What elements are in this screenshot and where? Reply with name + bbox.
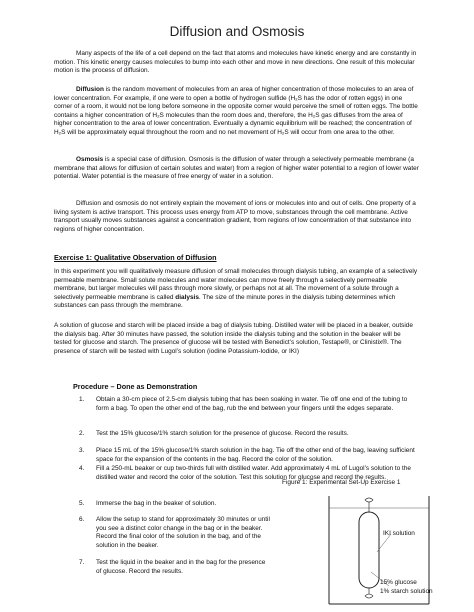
osmosis-definition: is a special case of diffusion. Osmosis is the diffusion of water through a selectively permeable membrane (a membrane that allows for diffusion of certain solutes and water) from a region of higher water potential to a region of lower water potential. Water potential is the measure of free energy of water in a solution. [54,156,419,181]
exercise-paragraph-2: A solution of glucose and starch will be placed inside a bag of dialysis tubing. Distilled water will be placed in a beaker, outside the dialysis bag. After 30 minutes have passed, the solution inside the dialysis tubing and the solution in the beaker will be tested for glucose and starch. The presence of glucose will be tested with Benedict’s solution, Testape®, or Clinistix®. The presence of starch will be tested with Lugol’s solution (iodine Potassium-Iodide, or IKI) [54,322,413,355]
procedure-heading: Procedure – Done as Demonstration [73,382,198,391]
iki-solution-label: IKI solution [383,530,415,537]
procedure-step-1 [79,396,419,422]
diffusion-term: Diffusion [76,86,104,93]
dialysis-bag [359,512,379,588]
step-number: 7. [79,559,85,566]
step-number: 3. [79,447,85,454]
figure-caption-label: Figure 1: [282,479,308,486]
bag-bottom-knot [365,594,373,598]
procedure-step-3 [79,447,419,465]
step-number: 4. [79,465,85,472]
step-number: 2. [79,430,85,437]
figure-caption [282,479,400,486]
step-text: Immerse the bag in the beaker of solution. [96,500,217,507]
procedure-step-2 [79,430,419,439]
step-text: Place 15 mL of the 15% glucose/1% starch solution in the bag. Tie off the other end of the bag, leaving sufficient space for the expansion of the contents in the bag. Record the color of the solution. [96,447,415,463]
intro-paragraph-1: Many aspects of the life of a cell depend on the fact that atoms and molecules have kinetic energy and are constantly in motion. This kinetic energy causes molecules to bump into each other and move in new directions. One result of this molecular motion is the process of diffusion. [54,50,417,75]
bag-solution-label-line1: 15% glucose [380,579,417,586]
exercise-paragraph-1 [54,268,420,311]
procedure-step-7 [79,559,269,577]
dialysis-term: dialysis [175,293,199,301]
diffusion-definition: is the random movement of molecules from an area of higher concentration of those molecules to an area of lower concentration. For example, if one were to open a bottle of hydrogen sulfide (H₂S has the odor of rotten eggs) in one corner of a room, it would not be long before someone in the opposite corner would perceive the smell of rotten eggs. The bottle contains a higher concentration of H₂S molecules than the room does and, therefore, the H₂S gas diffuses from the area of higher concentration to the area of lower concentration. Eventually a dynamic equilibrium will be reached; the concentration of H₂S will be approximately equal throughout the room and no net movement of H₂S will occur from one area to the other. [54,86,418,136]
bag-solution-label-line2: 1% starch solution [380,588,433,595]
step-text: Test the 15% glucose/1% starch solution for the presence of glucose. Record the results. [96,430,349,437]
step-text: Fill a 250-mL beaker or cup two-thirds full with distilled water. Add approximately 4 mL of Lugol’s solution to the distilled water and record the color of the solution. Test this solution for glucose and record the results. [96,465,411,481]
exercise-paragraph-1-end: . The size of the minute pores in the dialysis tubing determines which substances can pass through the membrane. [54,293,396,310]
step-text: Allow the setup to stand for approximately 30 minutes or until you see a distinct color change in the bag or in the beaker. Record the final color of the solution in the bag, and of the solution in the beaker. [96,516,270,549]
intro-paragraph-diffusion [54,86,420,138]
intro-paragraph-osmosis [54,156,420,182]
step-text: Test the liquid in the beaker and in the bag for the presence of glucose. Record the results. [96,559,266,575]
figure-caption-text: Experimental Set-Up Exercise 1 [307,479,401,486]
exercise-paragraph-1-start: In this experiment you will qualitatively measure diffusion of small molecules through dialysis tubing, an example of a selectively permeable membrane. Small solute molecules and water molecules can move freely through a selectively permeable membrane, but larger molecules will pass through more slowly, or perhaps not at all. The movement of a solute through a selectively permeable membrane is called [54,268,418,301]
exercise-heading: Exercise 1: Qualitative Observation of Diffusion [54,253,217,262]
step-number: 6. [79,516,85,523]
procedure-step-5 [79,500,269,509]
procedure-step-6 [79,516,269,552]
bag-top-knot [365,498,373,502]
page-title: Diffusion and Osmosis [169,24,305,39]
osmosis-term: Osmosis [76,156,104,163]
step-number: 5. [79,500,85,507]
step-text: Obtain a 30-cm piece of 2.5-cm dialysis tubing that has been soaking in water. Tie off one end of the tubing to form a bag. To open the other end of the bag, rub the end between your fingers until the edges separate. [96,396,408,412]
intro-paragraph-active-transport: Diffusion and osmosis do not entirely explain the movement of ions or molecules into and out of cells. One property of a living system is active transport. This process uses energy from ATP to move, substances through the cell membrane. Active transport usually moves substances against a concentration gradient, from regions of low concentration of that substance into regions of higher concentration. [54,200,416,233]
step-number: 1. [79,396,85,403]
procedure-step-4 [79,465,419,491]
